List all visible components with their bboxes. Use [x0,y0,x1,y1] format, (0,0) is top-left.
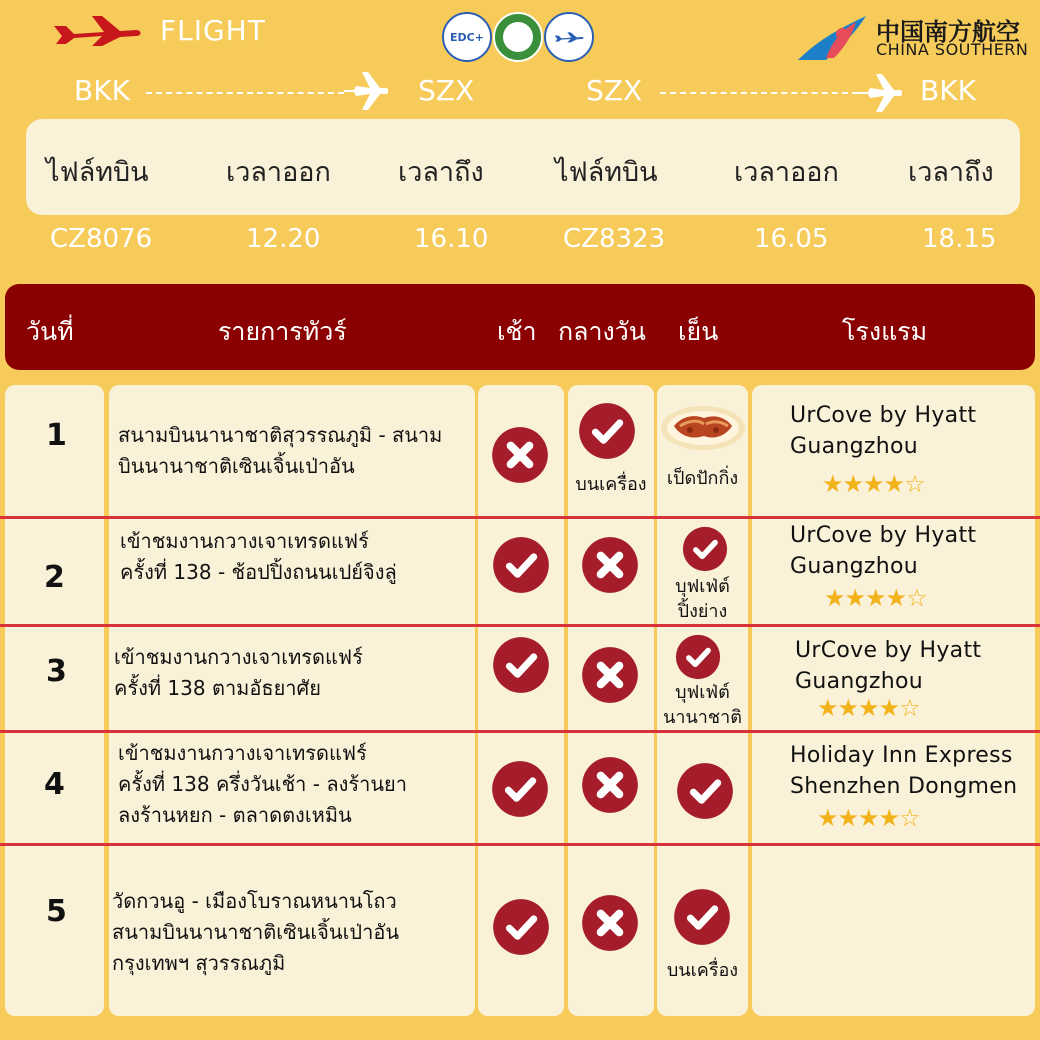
check-icon [676,762,734,820]
partner-logo-2 [493,12,543,62]
edc-travel-logo: EDC+ [442,12,492,62]
program-line: ครั้งที่ 138 ครึ่งวันเช้า - ลงร้านยา [118,772,407,796]
program-line: เข้าชมงานกวางเจาเทรดแฟร์ [114,645,363,669]
program-line: สนามบินนานาชาติสุวรรณภูมิ - สนาม [118,423,443,447]
meal-note-line: บุฟเฟ่ต์ [675,682,730,703]
day-number: 3 [46,654,67,689]
hotel-rating [817,804,920,832]
program-line: เข้าชมงานกวางเจาเทรดแฟร์ [120,529,369,553]
lunch-column-header: กลางวัน [558,317,646,346]
day-program [112,886,472,979]
meal-note [657,680,748,730]
flight-header: ไฟล์ทบิน [46,157,149,188]
hotel-rating [817,694,920,722]
arrival-header: เวลาถึง [398,157,484,188]
outbound-to: SZX [418,74,475,107]
china-southern-logo-icon [796,12,868,62]
day-program [114,642,468,704]
star-filled-icon: ★ [878,694,900,722]
hotel-line: Shenzhen Dongmen [790,774,1018,799]
star-filled-icon: ★ [883,470,905,498]
hotel-line: Guangzhou [790,434,918,459]
return-to: BKK [920,74,976,107]
star-empty-icon: ☆ [906,584,927,612]
program-line: วัดกวนอู - เมืองโบราณหนานโถว [112,889,397,913]
hotel-line: UrCove by Hyatt [790,523,977,548]
hotel-name [790,740,1017,802]
return-arrival-time: 18.15 [922,224,997,254]
airline-name-en: CHINA SOUTHERN [876,40,1029,59]
meal-note-line: บุฟเฟ่ต์ [675,576,730,597]
star-filled-icon: ★ [817,804,838,832]
meal-note-line: นานาชาติ [663,707,742,728]
hotel-name [790,400,976,462]
meal-note: เป็ดปักกิ่ง [666,468,739,489]
day-column-header: วันที่ [26,317,74,346]
outbound-departure-time: 12.20 [246,224,321,254]
return-route-line [660,92,858,94]
program-line: เข้าชมงานกวางเจาเทรดแฟร์ [118,741,367,765]
check-icon [492,536,550,594]
day-program [118,738,472,831]
flight-info-panel [26,119,1020,215]
program-line: บินนานาชาติเซินเจิ้นเป่าอัน [118,454,355,478]
star-filled-icon: ★ [824,584,845,612]
star-filled-icon: ★ [885,584,907,612]
day-number: 2 [44,560,65,595]
day-number: 5 [46,894,67,929]
star-filled-icon: ★ [837,694,859,722]
star-filled-icon: ★ [858,804,879,832]
hotel-line: UrCove by Hyatt [790,403,977,428]
airline-name-cn: 中国南方航空 [876,18,1020,46]
outbound-route-line [146,92,344,94]
row-divider [0,516,1040,519]
row-divider [0,624,1040,627]
flight-label: FLIGHT [160,14,266,47]
star-filled-icon: ★ [878,804,900,832]
check-icon [673,888,731,946]
meal-note: บนเครื่อง [575,474,647,495]
departure-header: เวลาออก [226,157,331,188]
plane-icon [856,72,902,114]
hotel-line: Holiday Inn Express [790,743,1013,768]
day-program [120,526,474,588]
flight-header: ไฟล์ทบิน [555,157,658,188]
check-icon [492,898,550,956]
day-number: 4 [44,767,65,802]
plane-icon [342,70,388,112]
program-line: ครั้งที่ 138 ตามอัธยาศัย [114,676,321,700]
outbound-from: BKK [74,74,130,107]
star-filled-icon: ★ [858,694,879,722]
check-icon [682,526,728,572]
day-number: 1 [46,418,67,453]
cross-icon [581,894,639,952]
star-filled-icon: ★ [865,584,886,612]
outbound-arrival-time: 16.10 [414,224,489,254]
hotel-line: Guangzhou [790,554,918,579]
hotel-column-header: โรงแรม [842,317,928,346]
dinner-column-header: เย็น [678,317,719,346]
arrival-header: เวลาถึง [908,157,994,188]
cross-icon [581,646,639,704]
program-line: กรุงเทพฯ สุวรรณภูมิ [112,951,286,975]
program-line: สนามบินนานาชาติเซินเจิ้นเป่าอัน [112,920,400,944]
program-line: ลงร้านหยก - ตลาดตงเหมิน [118,803,352,827]
program-line: ครั้งที่ 138 - ช้อปปิ้งถนนเปย์จิงลู่ [120,560,397,584]
hotel-name [795,635,981,697]
star-filled-icon: ★ [863,470,884,498]
outbound-flight-number: CZ8076 [50,224,153,254]
hotel-name [790,520,976,582]
breakfast-column-header: เช้า [497,317,537,346]
cross-icon [491,426,549,484]
star-filled-icon: ★ [842,470,864,498]
meal-note: บนเครื่อง [666,960,739,981]
star-empty-icon: ☆ [904,470,925,498]
star-empty-icon: ☆ [899,694,920,722]
star-empty-icon: ☆ [899,804,920,832]
check-icon [675,634,721,680]
hotel-rating [822,470,925,498]
departure-header: เวลาออก [734,157,839,188]
program-column-header: รายการทัวร์ [218,317,347,346]
check-icon [492,636,550,694]
work-travel-logo [544,12,594,62]
hotel-rating [824,584,927,612]
check-icon [578,402,636,460]
star-filled-icon: ★ [844,584,866,612]
star-filled-icon: ★ [837,804,859,832]
day-program [118,420,472,482]
cross-icon [581,536,639,594]
star-filled-icon: ★ [822,470,843,498]
return-flight-number: CZ8323 [563,224,666,254]
return-departure-time: 16.05 [754,224,829,254]
plane-icon [52,14,142,50]
star-filled-icon: ★ [817,694,838,722]
meal-note [657,574,748,624]
row-divider [0,843,1040,846]
hotel-line: UrCove by Hyatt [795,638,982,663]
check-icon [491,760,549,818]
hotel-line: Guangzhou [795,669,923,694]
peking-duck-icon [660,404,746,452]
cross-icon [581,756,639,814]
meal-note-line: ปิ้งย่าง [677,601,728,622]
row-divider [0,730,1040,733]
return-from: SZX [586,74,643,107]
